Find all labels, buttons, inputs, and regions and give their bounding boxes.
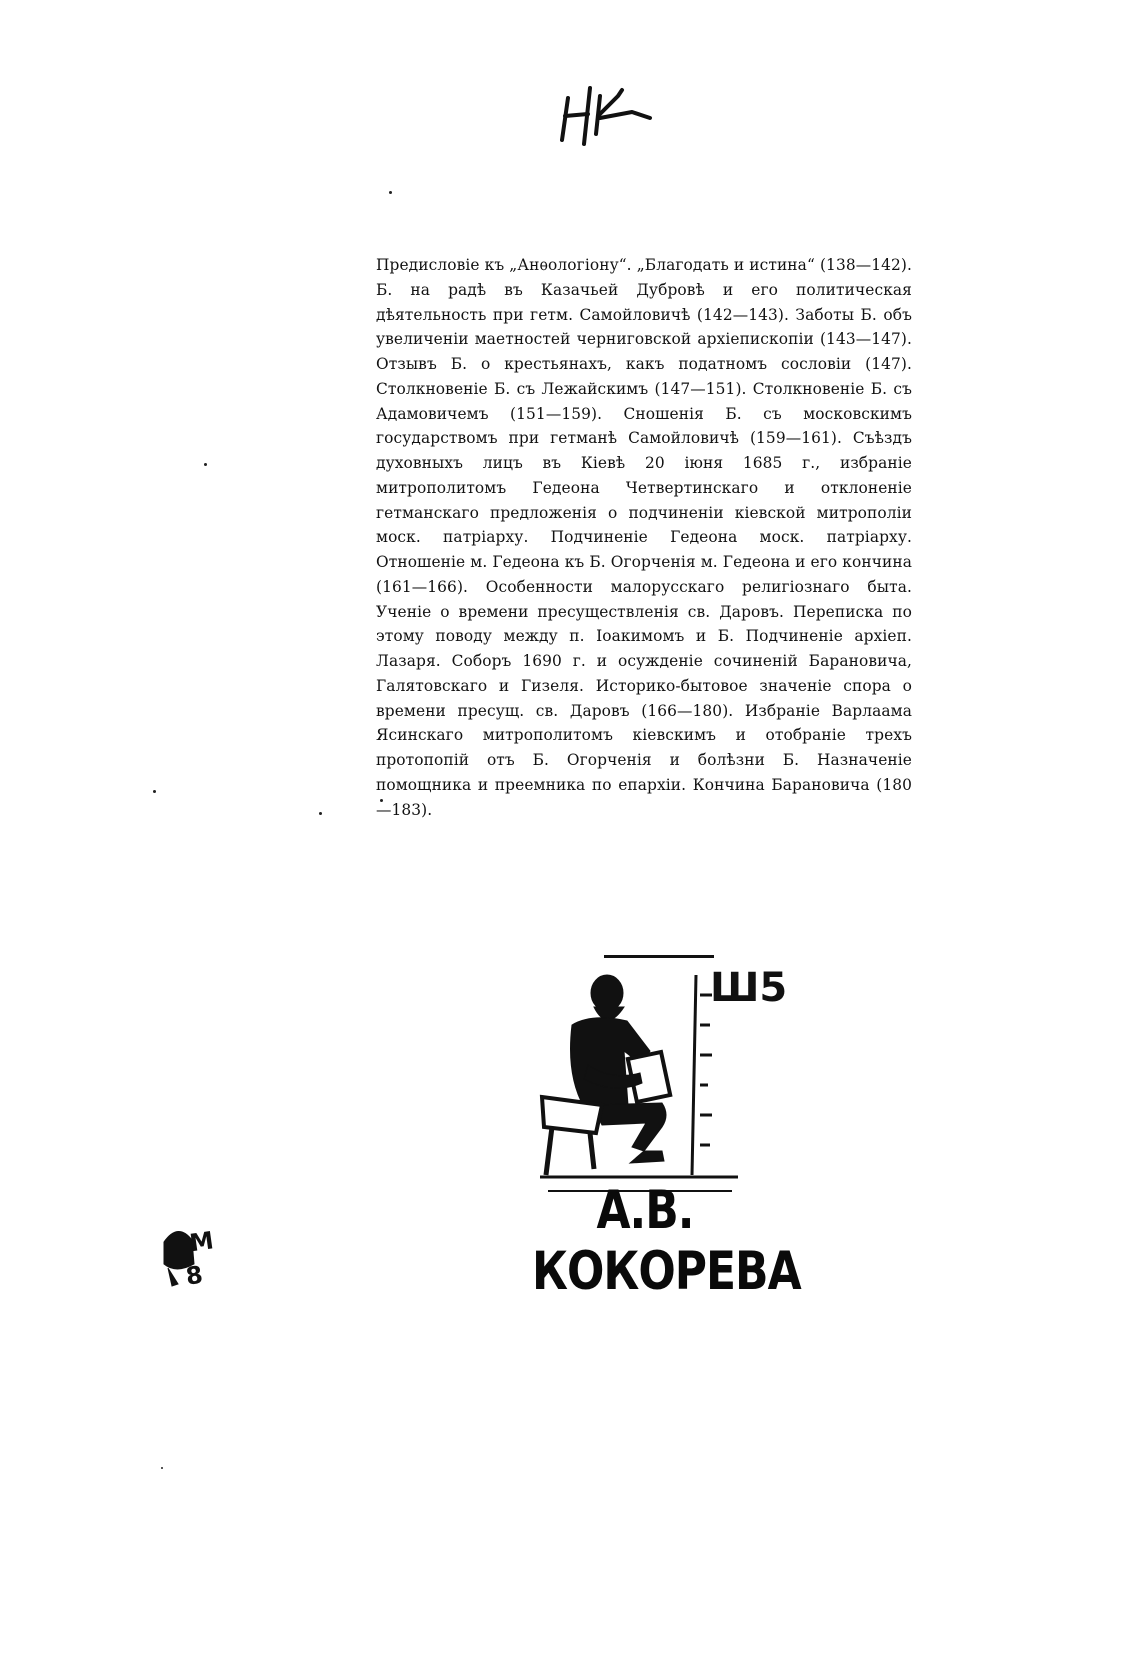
shelf-mark-label: Ш5 <box>710 965 788 1011</box>
svg-text:8: 8 <box>184 1260 205 1291</box>
scan-speck <box>161 1467 163 1469</box>
svg-text:M: M <box>187 1226 216 1258</box>
library-stamp <box>160 1220 230 1290</box>
handwritten-mark <box>560 78 660 158</box>
scan-speck <box>204 463 207 466</box>
table-of-contents-paragraph: Предисловіе къ „Анѳологіону“. „Благодать и истина“ (138—142). Б. на радѣ въ Казачьей Дубровѣ и его политическая дѣятельность при гетм. Самойловичѣ (142—143). Заботы Б. объ увеличеніи маетностей черниговской архіепископіи (143—147). Отзывъ Б. о крестьянахъ, какъ податномъ сословіи (147). Столкновеніе Б. съ Лежайскимъ (147—151). Столкновеніе Б. съ Адамовичемъ (151—159). Сношенія Б. съ московскимъ государствомъ при гетманѣ Самойловичѣ (159—161). Съѣздъ духовныхъ лицъ въ Кіевѣ 20 іюня 1685 г., избраніе митрополитомъ Гедеона Четвертинскаго и отклоненіе гетманскаго предложенія о подчиненіи кіевской митрополіи моск. патріарху. Подчиненіе Гедеона моск. патріарху. Отношеніе м. Гедеона къ Б. Огорченія м. Гедеона и его кончина (161—166). Особенности малорусскаго религіознаго быта. Ученіе о времени пресуществленія св. Даровъ. Переписка по этому поводу между п. Іоакимомъ и Б. Подчиненіе архіеп. Лазаря. Соборъ 1690 г. и осужденіе сочиненій Барановича, Галятовскаго и Гизеля. Историко-бытовое значеніе спора о времени пресущ. св. Даровъ (166—180). Избраніе Варлаама Ясинскаго митрополитомъ кіевскимъ и отобраніе трехъ протопопій отъ Б. Огорченія и болѣзни Б. Назначеніе помощника и преемника по епархіи. Кончина Барановича (180—183). <box>376 256 912 819</box>
scan-speck <box>319 812 322 815</box>
bookplate-owner-name: А.В. КОКОРЕВА <box>532 1179 801 1303</box>
scan-speck <box>153 790 156 793</box>
scan-speck <box>389 191 392 194</box>
